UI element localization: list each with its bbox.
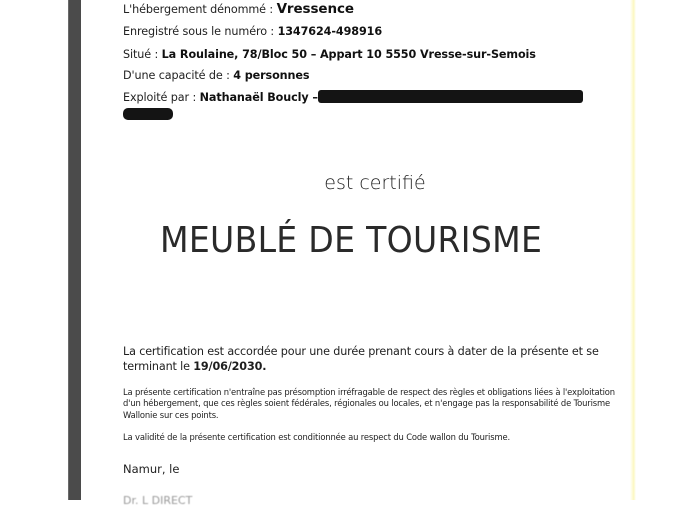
validity-end-date: 19/06/2030. <box>193 360 267 373</box>
location-label: Situé : <box>123 48 162 61</box>
redaction-bar <box>318 90 583 103</box>
validity-text: La certification est accordée pour une durée prenant cours à dater de la présente et se terminant le <box>123 345 599 373</box>
accommodation-name-value: Vressence <box>276 1 354 17</box>
code-compliance-paragraph: La validité de la présente certification est conditionnée au respect du Code wallon du Tourisme. <box>123 432 510 442</box>
location-line <box>123 48 536 61</box>
registration-line <box>123 25 382 38</box>
operator-line <box>123 91 318 104</box>
capacity-label: D'une capacité de : <box>123 69 234 82</box>
certified-text: est certifié <box>324 172 426 194</box>
operator-name: Nathanaël Boucly – <box>199 91 318 104</box>
redaction-bar <box>123 108 173 120</box>
binder-edge-bar <box>68 0 81 500</box>
validity-paragraph <box>123 344 633 374</box>
disclaimer-paragraph: La présente certification n'entraîne pas présomption irréfragable de respect des règles et obligations liées à l'exploitation d'un hébergement, que ces règles soient fédérales, régionales ou locales, et n'engage pas la responsabilité de Tourisme Wallonie sur ces points. <box>123 387 615 420</box>
registration-number: 1347624-498916 <box>277 25 383 38</box>
registration-label: Enregistré sous le numéro : <box>123 25 278 38</box>
certificate-title: MEUBLÉ DE TOURISME <box>160 220 543 261</box>
accommodation-name-line <box>123 1 354 17</box>
place-date-line: Namur, le <box>123 462 180 476</box>
capacity-value: 4 personnes <box>233 69 310 82</box>
accommodation-name-label: L'hébergement dénommé : <box>123 3 277 16</box>
page-edge-highlight <box>630 0 636 500</box>
location-address: La Roulaine, 78/Bloc 50 – Appart 10 5550 Vresse-sur-Semois <box>161 48 536 61</box>
capacity-line <box>123 69 309 82</box>
signature-line-cutoff: Dr. L DIRECT <box>123 494 193 507</box>
operator-label: Exploité par : <box>123 91 200 104</box>
